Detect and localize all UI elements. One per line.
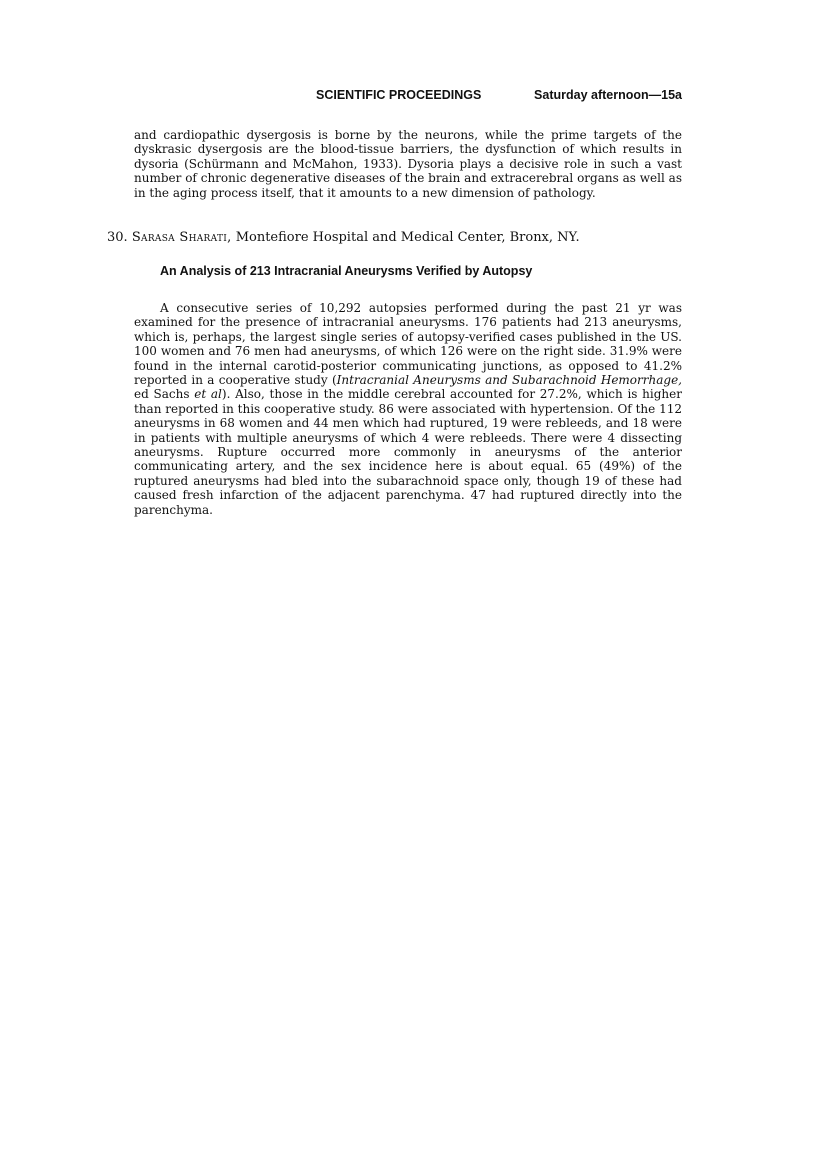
running-head-session: Saturday afternoon—15a (534, 88, 682, 102)
abstract-byline (107, 230, 580, 245)
abstract-author: Sarasa Sharati, (131, 230, 232, 245)
continuation-paragraph: and cardiopathic dysergosis is borne by the neurons, while the prime targets of the dyskrasic dysergosis are the blood-tissue barriers, the dysfunction of which results in dysoria (Schürmann and McMahon, 1933). Dysoria plays a decisive role in such a vast number of chronic degenerative diseases of the brain and extracerebral organs as well as in the aging process itself, that it amounts to a new dimension of pathology. (134, 128, 682, 200)
abstract-number: 30. (107, 230, 128, 245)
abstract-body-text: ). Also, those in the middle cerebral accounted for 27.2%, which is higher than reported in this cooperative study. 86 were associated with hypertension. Of the 112 aneurysms in 68 women and 44 men which had ruptured, 19 were rebleeds, and 18 were in patients with multiple aneurysms of which 4 were rebleeds. There were 4 dissecting aneurysms. Rupture occurred more commonly in aneurysms of the anterior communicating artery, and the sex incidence here is about equal. 65 (49%) of the ruptured aneurysms had bled into the subarachnoid space only, though 19 of these had caused fresh infarction of the adjacent parenchyma. 47 had ruptured directly into the parenchyma. (134, 387, 682, 517)
abstract-title: An Analysis of 213 Intracranial Aneurysms Verified by Autopsy (160, 264, 533, 278)
abstract-body-text: ed Sachs (134, 387, 195, 402)
et-al: et al (194, 387, 222, 402)
running-head-section: SCIENTIFIC PROCEEDINGS (316, 88, 482, 102)
abstract-body-text: A consecutive series of 10,292 autopsies performed during the past 21 yr was examined for the presence of intracranial aneurysms. 176 patients had 213 aneurysms, which is, perhaps, the largest single series of autopsy-verified cases published in the US. 100 women and 76 men had aneurysms, of which 126 were on the right side. 31.9% were found in the internal carotid-posterior communicating junctions, as opposed to 41.2% reported in a cooperative study ( (134, 301, 682, 388)
abstract-body (134, 301, 682, 517)
cited-study-title: Intracranial Aneurysms and Subarachnoid Hemorrhage, (336, 373, 682, 388)
abstract-affiliation: Montefiore Hospital and Medical Center, Bronx, NY. (235, 230, 580, 245)
